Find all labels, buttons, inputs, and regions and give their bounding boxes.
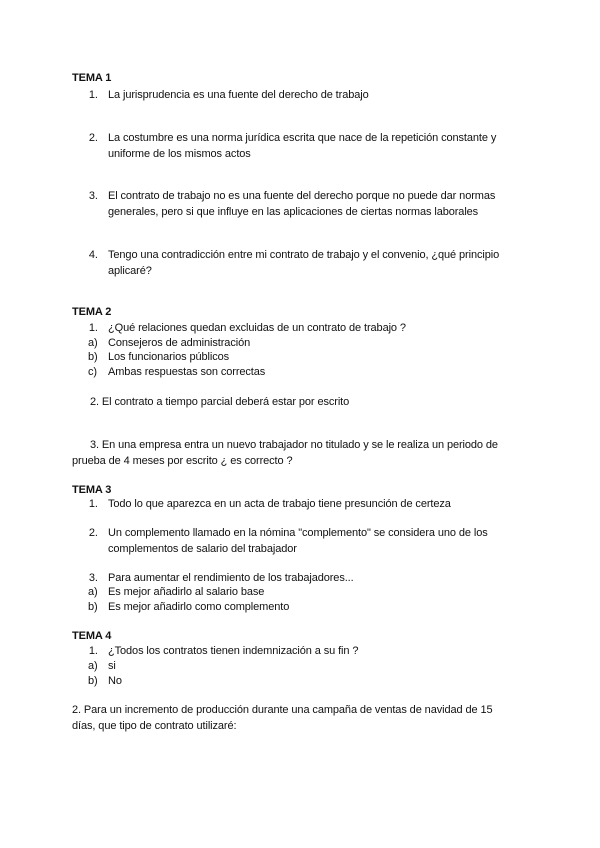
tema3-option-a-letter: a) xyxy=(88,586,98,598)
tema3-item2-text-line1: Un complemento llamado en la nómina "complemento" se considera uno de los xyxy=(108,527,488,539)
tema3-heading: TEMA 3 xyxy=(72,484,112,496)
tema2-option-c-text: Ambas respuestas son correctas xyxy=(108,366,266,378)
tema4-q1-number: 1. xyxy=(88,645,98,657)
tema3-item2-number: 2. xyxy=(88,527,98,539)
tema4-option-b-letter: b) xyxy=(88,675,98,687)
tema2-heading: TEMA 2 xyxy=(72,306,112,318)
tema1-item1-text: La jurisprudencia es una fuente del derecho de trabajo xyxy=(108,89,369,101)
tema2-q3-text-line1: 3. En una empresa entra un nuevo trabajador no titulado y se le realiza un periodo de xyxy=(90,439,498,451)
tema1-item4-text-line2: aplicaré? xyxy=(108,265,152,277)
tema1-heading: TEMA 1 xyxy=(72,72,112,84)
tema2-option-c-letter: c) xyxy=(88,366,97,378)
tema4-option-a-text: si xyxy=(108,660,116,672)
tema2-q1-number: 1. xyxy=(88,322,98,334)
tema1-item3-number: 3. xyxy=(88,190,98,202)
tema3-item1-number: 1. xyxy=(88,498,98,510)
tema1-item4-number: 4. xyxy=(88,249,98,261)
tema4-q2-text-line1: 2. Para un incremento de producción durante una campaña de ventas de navidad de 15 xyxy=(72,704,493,716)
tema4-option-a-letter: a) xyxy=(88,660,98,672)
tema2-option-b-letter: b) xyxy=(88,351,98,363)
tema2-q3-text-line2: prueba de 4 meses por escrito ¿ es correcto ? xyxy=(72,455,293,467)
tema1-item2-number: 2. xyxy=(88,132,98,144)
tema1-item4-text-line1: Tengo una contradicción entre mi contrato de trabajo y el convenio, ¿qué principio xyxy=(108,249,500,261)
tema4-option-b-text: No xyxy=(108,675,122,687)
tema2-option-b-text: Los funcionarios públicos xyxy=(108,351,230,363)
tema1-item1-number: 1. xyxy=(88,89,98,101)
tema3-option-b-text: Es mejor añadirlo como complemento xyxy=(108,601,290,613)
tema3-item2-text-line2: complementos de salario del trabajador xyxy=(108,543,297,555)
tema4-heading: TEMA 4 xyxy=(72,630,112,642)
tema3-option-b-letter: b) xyxy=(88,601,98,613)
tema2-option-a-letter: a) xyxy=(88,337,98,349)
tema1-item3-text-line1: El contrato de trabajo no es una fuente del derecho porque no puede dar normas xyxy=(108,190,496,202)
tema4-q1-text: ¿Todos los contratos tienen indemnización a su fin ? xyxy=(108,645,359,657)
tema2-q2-text: 2. El contrato a tiempo parcial deberá estar por escrito xyxy=(90,396,350,408)
tema2-option-a-text: Consejeros de administración xyxy=(108,337,251,349)
tema3-item1-text: Todo lo que aparezca en un acta de trabajo tiene presunción de certeza xyxy=(108,498,451,510)
tema4-q2-text-line2: días, que tipo de contrato utilizaré: xyxy=(72,720,237,732)
tema1-item2-text-line1: La costumbre es una norma jurídica escrita que nace de la repetición constante y xyxy=(108,132,497,144)
tema3-item3-number: 3. xyxy=(88,572,98,584)
tema3-option-a-text: Es mejor añadirlo al salario base xyxy=(108,586,265,598)
tema1-item2-text-line2: uniforme de los mismos actos xyxy=(108,148,251,160)
tema3-item3-text: Para aumentar el rendimiento de los trabajadores... xyxy=(108,572,354,584)
tema2-q1-text: ¿Qué relaciones quedan excluidas de un contrato de trabajo ? xyxy=(108,322,406,334)
tema1-item3-text-line2: generales, pero si que influye en las aplicaciones de ciertas normas laborales xyxy=(108,206,479,218)
